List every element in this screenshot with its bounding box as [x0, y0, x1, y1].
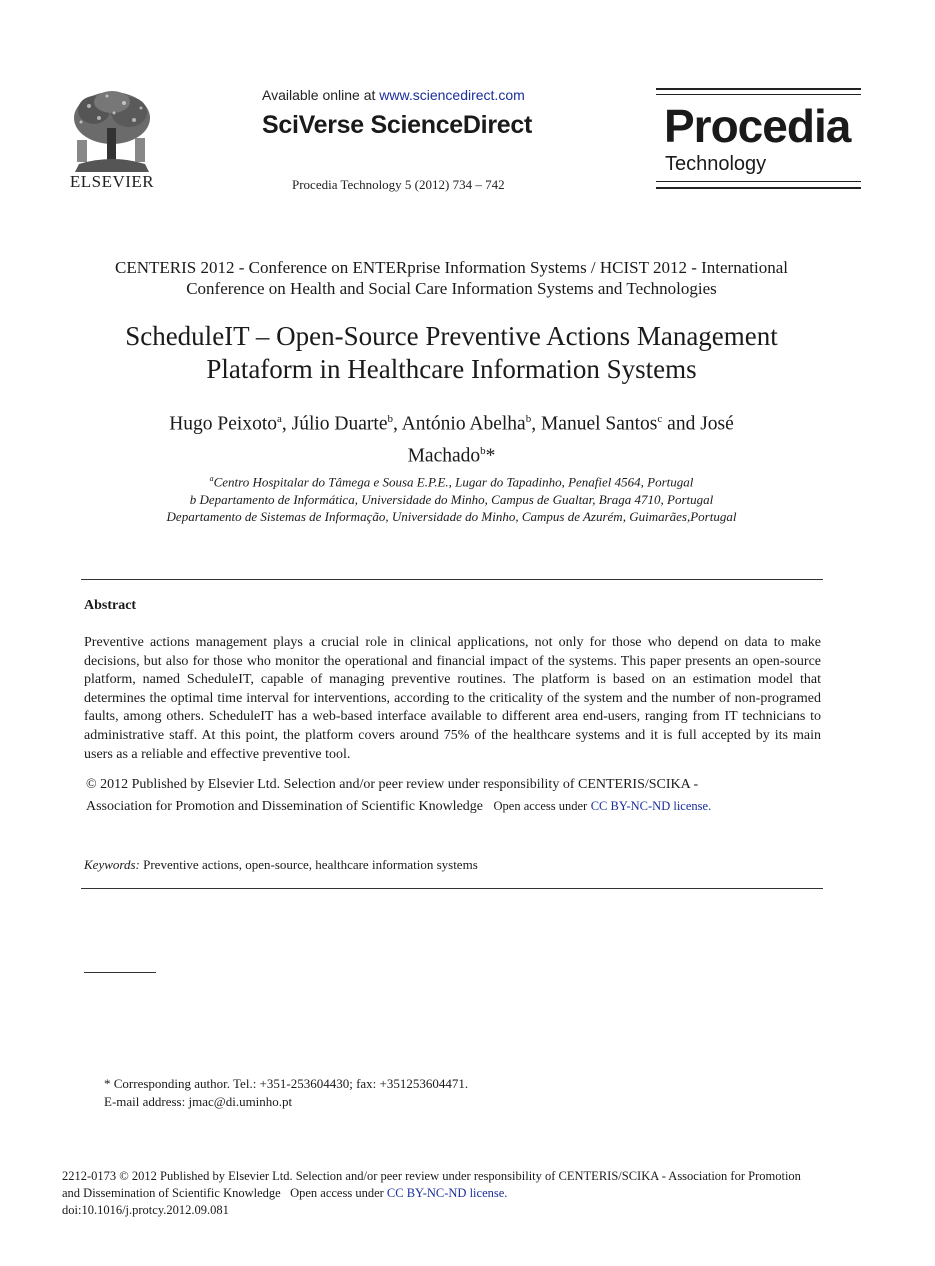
corresponding-contact: * Corresponding author. Tel.: +351-253604430; fax: +351253604471.: [104, 1076, 469, 1091]
section-divider: [81, 888, 823, 889]
footer-line: and Dissemination of Scientific Knowledge: [62, 1186, 281, 1200]
author-affil-mark: b: [480, 444, 486, 457]
keywords-label: Keywords:: [84, 857, 140, 872]
author-list: [80, 406, 823, 469]
copyright-notice: [86, 775, 821, 817]
abstract-body: Preventive actions management plays a crucial role in clinical applications, not only for those who depend on data to make decisions, but also for those who monitor the operational and financial impact of the systems. This paper presents an open-source platform, named ScheduleIT, capable of managing preventive routines. The platform is based on an estimation model that determines the optimal time interval for interventions, according to the criticality of the system and the number of non-programed faults, among others. ScheduleIT has a web-based interface available to different area end-users, ranging from IT technicians to administrative staff. At this point, the platform covers around 75% of the healthcare systems and it is full accepted by its main users as a reliable and effective preventive tool.: [84, 635, 821, 762]
author-affil-mark: b: [387, 413, 393, 425]
keywords: [84, 857, 478, 873]
footer-open-access: Open access under: [290, 1186, 384, 1200]
section-divider: [81, 579, 823, 580]
abstract-heading: Abstract: [84, 598, 137, 613]
author-name: Júlio Duarte: [291, 413, 388, 435]
affiliation-text: Centro Hospitalar do Tâmega e Sousa E.P.E., Lugar do Tapadinho, Penafiel 4564, Portugal: [213, 474, 694, 490]
corresponding-author: [104, 1075, 468, 1111]
copyright-line: © 2012 Published by Elsevier Ltd. Selection and/or peer review under responsibility of CENTERIS/SCIKA -: [86, 777, 699, 792]
footer-license-link[interactable]: CC BY-NC-ND license.: [386, 1186, 508, 1200]
procedia-rule: [656, 94, 861, 95]
affiliation-c: Departamento de Sistemas de Informação, Universidade do Minho, Campus de Azurém, Guimarães,Portugal: [166, 509, 737, 525]
author-name: António Abelha: [401, 413, 526, 435]
conference-name: [60, 257, 843, 299]
sciencedirect-link[interactable]: www.sciencedirect.com: [379, 87, 525, 103]
author-name: Hugo Peixoto: [169, 413, 277, 435]
conference-line: CENTERIS 2012 - Conference on ENTERprise Information Systems / HCIST 2012 - International: [115, 258, 788, 277]
procedia-rule: [656, 88, 861, 90]
elsevier-logo: [66, 88, 158, 193]
footer-doi[interactable]: doi:10.1016/j.protcy.2012.09.081: [62, 1203, 229, 1217]
procedia-rule: [656, 187, 861, 189]
corresponding-email: E-mail address: jmac@di.uminho.pt: [104, 1094, 293, 1109]
page-footer: [62, 1168, 862, 1219]
footer-line: 2212-0173 © 2012 Published by Elsevier Ltd. Selection and/or peer review under responsibility of CENTERIS/SCIKA - Association for Promotion: [62, 1169, 801, 1183]
author-separator: ,: [281, 413, 292, 435]
author-separator: *: [485, 445, 496, 466]
footnote-rule: [84, 972, 156, 973]
available-prefix: Available online at: [262, 87, 376, 103]
title-line: Plataform in Healthcare Information Systems: [206, 354, 697, 384]
journal-reference: Procedia Technology 5 (2012) 734 – 742: [292, 177, 505, 192]
conference-line: Conference on Health and Social Care Information Systems and Technologies: [186, 279, 717, 298]
procedia-wordmark: Procedia: [664, 100, 851, 152]
elsevier-tree-icon: [69, 88, 155, 172]
available-online: [262, 87, 525, 103]
paper-title: [60, 320, 843, 386]
affiliation-mark: a: [209, 474, 214, 483]
affiliation-b: b Departamento de Informática, Universidade do Minho, Campus de Gualtar, Braga 4710, Portugal: [189, 491, 714, 507]
author-separator: ,: [531, 413, 541, 435]
sciverse-wordmark: SciVerse ScienceDirect: [262, 111, 532, 139]
author-name: Machado: [407, 445, 481, 466]
open-access-label: Open access under: [493, 798, 588, 813]
elsevier-wordmark: ELSEVIER: [69, 172, 155, 191]
author-separator: ,: [392, 413, 402, 435]
keywords-text: Preventive actions, open-source, healthcare information systems: [143, 857, 478, 872]
author-affil-mark: a: [276, 413, 282, 425]
copyright-line: Association for Promotion and Dissemination of Scientific Knowledge: [86, 798, 483, 814]
title-line: ScheduleIT – Open-Source Preventive Actions Management: [125, 321, 778, 351]
author-name: Manuel Santos: [540, 413, 658, 435]
license-link[interactable]: CC BY-NC-ND license.: [590, 798, 712, 813]
author-affil-mark: b: [525, 413, 532, 425]
author-affil-mark: c: [657, 413, 663, 425]
procedia-subtitle: Technology: [665, 153, 767, 175]
affiliation-a: [80, 470, 823, 491]
affiliations: [80, 470, 823, 526]
procedia-logo: [656, 88, 861, 189]
author-separator: and José: [662, 413, 734, 435]
procedia-rule: [656, 181, 861, 182]
